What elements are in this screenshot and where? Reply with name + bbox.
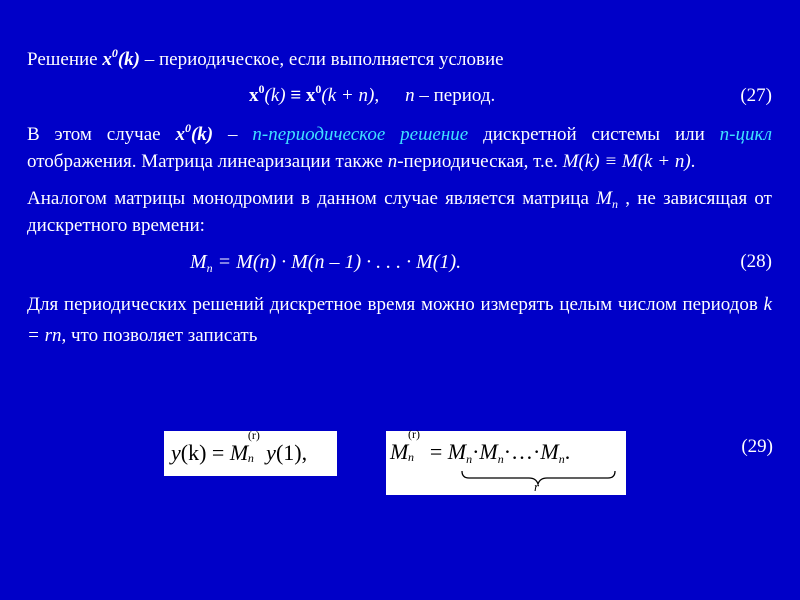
equation-29-number: (29) [741, 436, 773, 457]
equation-27-number: (27) [740, 85, 772, 106]
text: Решение [27, 49, 103, 70]
formula-mk: M(k) ≡ M(k + n) [562, 151, 691, 172]
equation-28-number: (28) [740, 251, 772, 272]
paragraph-periodic-condition [27, 46, 772, 73]
paragraph-monodromy: Аналогом матрицы монодромии в данном случае является матрица $M_n$ , не зависящая от дискретного времени: [27, 188, 772, 236]
paragraph-periods: Для периодических решений дискретное время можно измерять целым числом периодов k = rn, что позволяет записать [27, 294, 772, 346]
var-x0: $x^0(k)$ [102, 46, 140, 70]
slide-content [27, 46, 772, 351]
term-n-periodic-solution: n-периодическое решение [252, 124, 469, 145]
equation-27 [27, 79, 772, 115]
underbrace [386, 431, 626, 495]
paragraph-n-periodic: В этом случае $x^0(k)$ – n-периодическое решение дискретной системы или n-цикл отображения. Матрица линеаризации также n-периодическая, т.е. M(k) ≡ M(k + n). [27, 121, 773, 172]
equation-28 [27, 245, 772, 281]
text: – периодическое, если выполняется условие [140, 49, 504, 70]
equation-29-right-box: M (r) n = $M_n\cdot M_n\cdot\dots\cdot M_n$. r [386, 431, 626, 495]
term-n-cycle: n-цикл [719, 124, 773, 145]
equation-29-left-box: y(k) = M (r) n y(1), [164, 431, 337, 476]
underbrace-label: r [534, 479, 540, 494]
equation-28-body: $M_n = M(n) \cdot M(n - 1)$ · . . . · M(1). [190, 251, 462, 275]
formula-k-rn: k = rn [27, 294, 772, 346]
equation-27-body: $x^0(k) \equiv x^0(k + n)$, n – период. [249, 82, 496, 106]
